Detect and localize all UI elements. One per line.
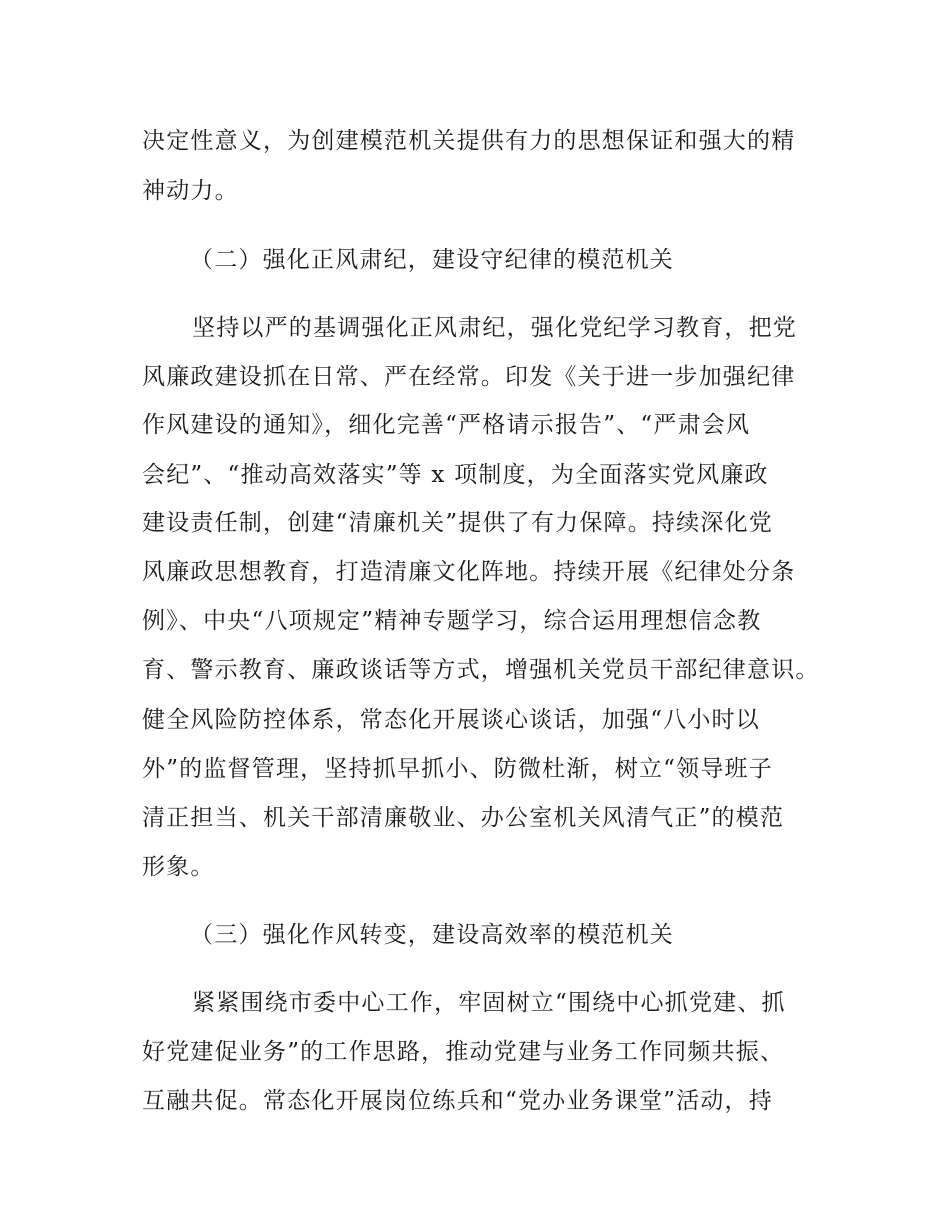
paragraph-2-line-7: 例》、中央“八项规定”精神专题学习，综合运用理想信念教	[142, 608, 762, 634]
paragraph-2-line-3: 作风建设的通知》，细化完善“严格请示报告”、“严肃会风	[142, 412, 751, 438]
section-heading-3: （三）强化作风转变，建设高效率的模范机关	[190, 922, 674, 948]
paragraph-3-line-1: 紧紧围绕市委中心工作，牢固树立“围绕中心抓党建、抓	[192, 990, 786, 1016]
paragraph-1-line-1: 决定性意义，为创建模范机关提供有力的思想保证和强大的精	[142, 128, 796, 154]
paragraph-2-line-6: 风廉政思想教育，打造清廉文化阵地。持续开展《纪律处分条	[142, 559, 796, 585]
paragraph-2-line-4: 会纪”、“推动高效落实”等 x 项制度，为全面落实党风廉政	[142, 462, 769, 488]
section-heading-2: （二）强化正风肃纪，建设守纪律的模范机关	[190, 247, 674, 273]
paragraph-2-line-2: 风廉政建设抓在日常、严在经常。印发《关于进一步加强纪律	[142, 364, 796, 390]
paragraph-2-line-11: 清正担当、机关干部清廉敬业、办公室机关风清气正”的模范	[142, 805, 785, 831]
paragraph-2-line-12: 形象。	[142, 854, 215, 880]
paragraph-2-line-9: 健全风险防控体系，常态化开展谈心谈话，加强“八小时以	[142, 707, 760, 733]
paragraph-3-line-3: 互融共促。常态化开展岗位练兵和“党办业务课堂”活动，持	[142, 1088, 773, 1114]
paragraph-2-line-1: 坚持以严的基调强化正风肃纪，强化党纪学习教育，把党	[192, 315, 797, 341]
paragraph-1-line-2: 神动力。	[142, 178, 239, 204]
paragraph-2-line-10: 外”的监督管理，坚持抓早抓小、防微杜渐，树立“领导班子	[142, 756, 773, 782]
paragraph-2-line-8: 育、警示教育、廉政谈话等方式，增强机关党员干部纪律意识。	[142, 657, 820, 683]
paragraph-3-line-2: 好党建促业务”的工作思路，推动党建与业务工作同频共振、	[142, 1039, 785, 1065]
paragraph-2-line-5: 建设责任制，创建“清廉机关”提供了有力保障。持续深化党	[142, 510, 773, 536]
